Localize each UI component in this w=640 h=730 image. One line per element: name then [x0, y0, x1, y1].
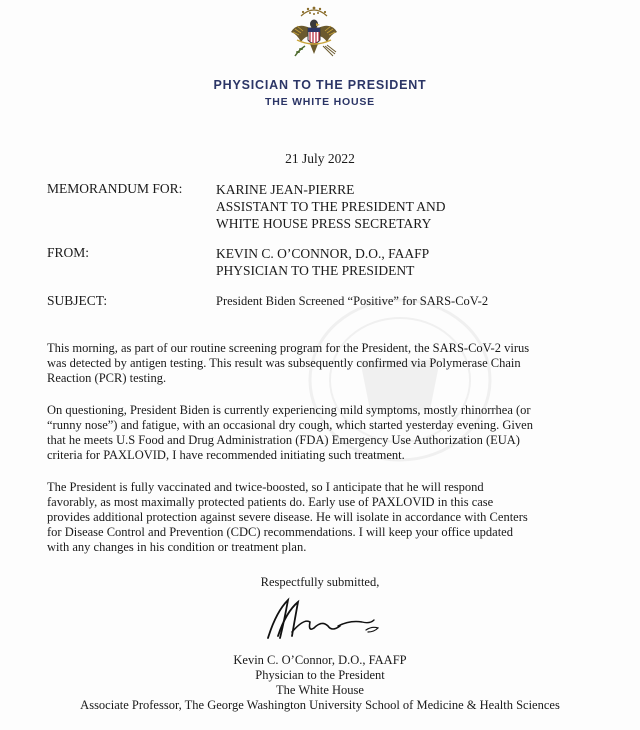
memorandum-line: ASSISTANT TO THE PRESIDENT AND [216, 199, 446, 214]
body-paragraph-1 [47, 341, 595, 386]
paragraph-line: criteria for PAXLOVID, I have recommended initiating such treatment. [47, 448, 405, 462]
body-paragraph-3 [47, 480, 595, 555]
memorandum-recipient [216, 181, 445, 232]
paragraph-line: On questioning, President Biden is currently experiencing mild symptoms, mostly rhinorrhea (or [47, 403, 531, 417]
paragraph-line: provides additional protection against severe disease. He will isolate in accordance with Centers [47, 510, 528, 524]
from-label: FROM: [47, 245, 90, 260]
signature-block [0, 653, 640, 713]
paragraph-line: “runny nose”) and fatigue, with an occasional dry cough, which started yesterday evening. Given [47, 418, 533, 432]
memorandum-line: KARINE JEAN-PIERRE [216, 182, 355, 197]
paragraph-line: This morning, as part of our routine screening program for the President, the SARS-CoV-2 virus [47, 341, 530, 355]
memorandum-line: WHITE HOUSE PRESS SECRETARY [216, 216, 432, 231]
paragraph-line: favorably, as most maximally protected patients do. Early use of PAXLOVID in this case [47, 495, 494, 509]
memo-date: 21 July 2022 [285, 151, 355, 166]
paragraph-line: was detected by antigen testing. This result was subsequently confirmed via Polymerase Chain [47, 356, 521, 370]
sign-off: Respectfully submitted, [260, 575, 380, 589]
paragraph-line: The President is fully vaccinated and twice-boosted, so I anticipate that he will respond [47, 480, 484, 494]
paragraph-line: for Disease Control and Prevention (CDC) recommendations. I will keep your office updated [47, 525, 513, 539]
paragraph-line: with any changes in his condition or treatment plan. [47, 540, 307, 554]
signature-name: Kevin C. O’Connor, D.O., FAAFP [233, 653, 407, 667]
from-line: KEVIN C. O’CONNOR, D.O., FAAFP [216, 246, 430, 261]
subject-text: President Biden Screened “Positive” for SARS-CoV-2 [216, 294, 489, 308]
signature-affiliation: Associate Professor, The George Washington University School of Medicine & Health Sciences [80, 698, 560, 712]
letterhead-title: PHYSICIAN TO THE PRESIDENT [213, 78, 427, 92]
paragraph-line: Reaction (PCR) testing. [47, 371, 167, 385]
paragraph-line: that he meets U.S Food and Drug Administration (FDA) Emergency Use Authorization (EUA) [47, 433, 520, 447]
signature-office: The White House [276, 683, 364, 697]
letterhead-subtitle: THE WHITE HOUSE [264, 96, 375, 108]
subject-label: SUBJECT: [47, 293, 108, 308]
from-line: PHYSICIAN TO THE PRESIDENT [216, 263, 415, 278]
from-sender [216, 245, 429, 279]
presidential-seal-icon [283, 2, 345, 64]
signature-title: Physician to the President [255, 668, 385, 682]
memorandum-label: MEMORANDUM FOR: [47, 181, 183, 196]
handwritten-signature-icon [258, 592, 388, 648]
body-paragraph-2 [47, 403, 595, 463]
